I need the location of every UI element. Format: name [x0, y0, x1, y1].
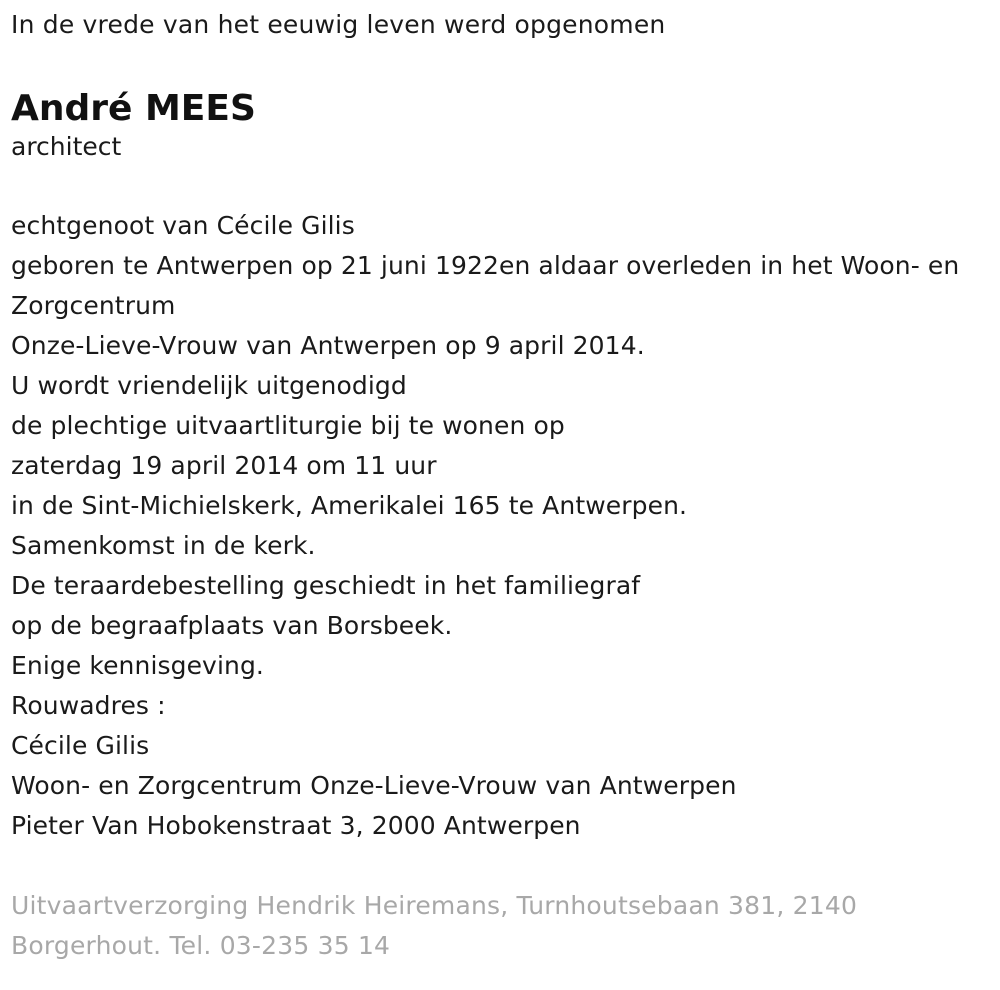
mourning-address-label: Rouwadres :: [11, 691, 166, 720]
date-time-line: zaterdag 19 april 2014 om 11 uur: [11, 451, 437, 480]
profession: architect: [11, 132, 122, 161]
intro-line: In de vrede van het eeuwig leven werd opgenomen: [11, 10, 666, 39]
place-of-death-line: Onze-Lieve-Vrouw van Antwerpen op 9 april 2014.: [11, 331, 645, 360]
birth-death-line: geboren te Antwerpen op 21 juni 1922en aldaar overleden in het Woon- en Zorgcentrum: [11, 251, 960, 320]
mourning-address-street: Pieter Van Hobokenstraat 3, 2000 Antwerpen: [11, 811, 581, 840]
liturgy-line: de plechtige uitvaartliturgie bij te wonen op: [11, 411, 565, 440]
only-notice-line: Enige kennisgeving.: [11, 651, 264, 680]
cemetery-line: op de begraafplaats van Borsbeek.: [11, 611, 453, 640]
invitation-line: U wordt vriendelijk uitgenodigd: [11, 371, 407, 400]
burial-line: De teraardebestelling geschiedt in het familiegraf: [11, 571, 641, 600]
church-line: in de Sint-Michielskerk, Amerikalei 165 te Antwerpen.: [11, 491, 688, 520]
gathering-line: Samenkomst in de kerk.: [11, 531, 316, 560]
spouse-line: echtgenoot van Cécile Gilis: [11, 211, 355, 240]
death-notice: [11, 0, 986, 966]
mourning-address-institution: Woon- en Zorgcentrum Onze-Lieve-Vrouw van Antwerpen: [11, 771, 737, 800]
funeral-director-footer: Uitvaartverzorging Hendrik Heiremans, Turnhoutsebaan 381, 2140 Borgerhout. Tel. 03-235 35 14: [11, 891, 858, 960]
deceased-name: André MEES: [11, 88, 256, 129]
notice-body: [11, 164, 986, 846]
mourning-address-name: Cécile Gilis: [11, 731, 150, 760]
